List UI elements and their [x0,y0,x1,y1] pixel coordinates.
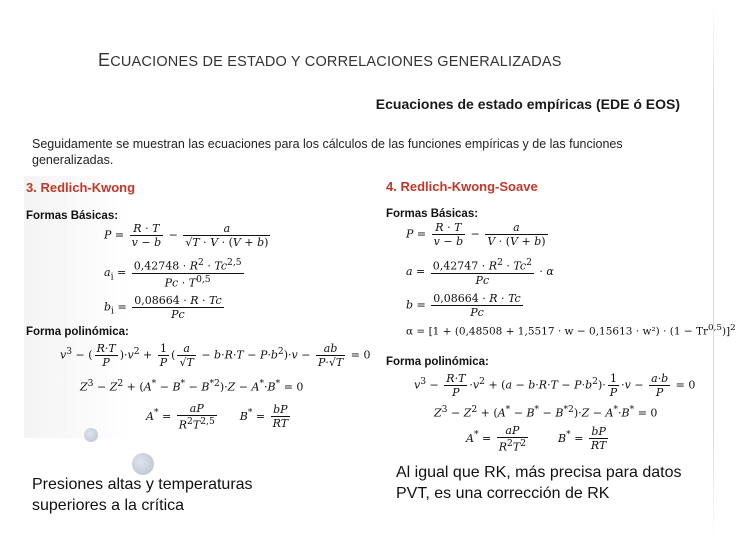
rks-cubic-z-equation: $Z^3 - Z^2 + (A^* - B^* - B^{*2})\cdot Z - A^*\cdot B^* = 0$ [434,404,658,420]
rk-b-coefficient: 0,08664 [134,294,180,307]
rks-cubic-volume-equation: $v^3$ − $\frac{R\cdot T}{P}$ $\cdot v^2 + (a - b\cdot R\cdot T - P\cdot b^2)\cdot$ $\frac{1}{P}$ ·v − $\frac{a\cdot b}{P}$ = 0 [414,372,696,399]
rks-dimensionless-params: A* = $\frac{aP}{R^2T^2}$ B* = $\frac{bP}{RT}$ [466,424,607,454]
intro-paragraph: Seguidamente se muestran las ecuaciones para los cálculos de las funciones empíricas y de las funciones generalizadas. [32,137,623,167]
rks-polynomial-label: Forma polinómica: [386,356,489,368]
rks-pressure-equation: P = $\frac{R \cdot T}{v - b}$ − $\frac{a}{V \cdot (V + b)}$ [406,221,546,248]
rk-dimensionless-params: A* = $\frac{aP}{R^2T^{2,5}}$ B* = $\frac{bP}{RT}$ [146,402,289,432]
slide-title: ECUACIONES DE ESTADO Y CORRELACIONES GENERALIZADAS [98,50,562,70]
decorative-circle-large [132,453,154,475]
decorative-circle-small [84,428,98,442]
slide-subtitle: Ecuaciones de estado empíricas (EDE ó EOS) [375,96,680,112]
rks-alpha-equation: $\alpha = [1 + (0,48508 + 1,5517 \cdot w - 0,15613 \cdot w^2) \cdot (1 - Tr^{0,5})]^2$ [406,323,736,338]
rks-b-equation: b = $\frac{0,08664 \cdot R \cdot Tc}{Pc}$ [406,292,521,319]
rk-cubic-volume-equation: $v^3$ − ( $\frac{R\cdot T}{P}$ )$\cdot v^2$ + $\frac{1}{P}$ ( $\frac{a}{√T}$ − $b\cdot R\cdot T - P\cdot b^2)\cdot v$ − $\frac{ab}{P\cdot√T}$ = 0 [60,342,371,369]
rk-caption: Presiones altas y temperaturas superiores a la crítica [32,476,253,514]
rks-basic-forms-label: Formas Básicas: [386,208,479,220]
rks-a-coefficient: 0,42747 [432,259,479,273]
rk-basic-forms-label: Formas Básicas: [26,210,119,222]
rk-a-coefficient: 0,42748 [133,259,180,273]
rks-a-equation: a = $\frac{0,42747 \cdot R^2 \cdot Tc^2}{Pc}$ · α [406,257,554,287]
rk-heading: 3. Redlich-Kwong [26,180,136,195]
rks-heading: 4. Redlich-Kwong-Soave [386,179,538,194]
rks-b-coefficient: 0,08664 [433,292,479,305]
rk-polynomial-label: Forma polinómica: [26,326,129,338]
rk-pressure-equation: P = $\frac{R \cdot T}{v - b}$ − $\frac{a}{√T \cdot V \cdot (V + b)}$ [104,222,269,249]
rk-cubic-z-equation: $Z^3 - Z^2 + (A^* - B^* - B^{*2})\cdot Z - A^*\cdot B^* = 0$ [80,378,304,394]
rks-caption: Al igual que RK, más precisa para datos PVT, es una corrección de RK [396,464,682,502]
rk-b-equation: $b_i$ = $\frac{0,08664 \cdot R \cdot Tc}{Pc}$ [104,294,222,321]
slide-edge-rule [713,0,714,540]
rk-a-equation: $a_i$ = $\frac{0,42748 \cdot R^2 \cdot Tc^{2,5}}{Pc \cdot T^{0,5}}$ [104,257,242,290]
